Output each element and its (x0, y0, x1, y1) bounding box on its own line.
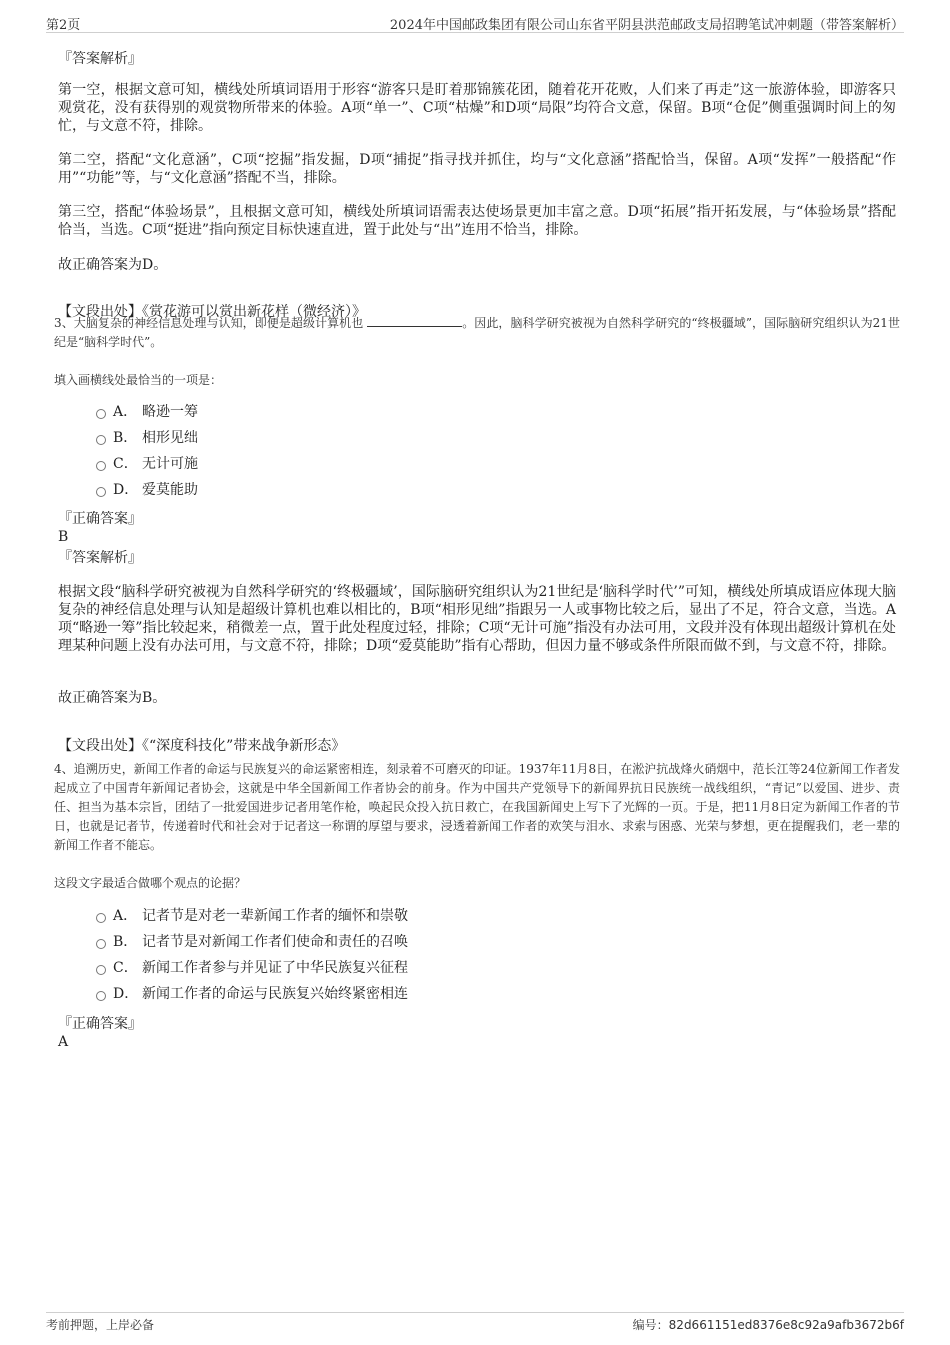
q4-option-c[interactable]: C． 新闻工作者参与并见证了中华民族复兴征程 (96, 957, 408, 979)
q4-prompt: 这段文字最适合做哪个观点的论据？ (54, 876, 247, 890)
q3-stem-after: 。因此，脑科学研究被视为自然科学研究的“终极疆域”，国际脑研究组织认为21世纪是“脑科学时代”。 (54, 316, 901, 349)
document-code-value: 82d661151ed8376e8c92a9afb3672b6f (668, 1318, 904, 1332)
q2-analysis-label: 『答案解析』 (58, 51, 142, 67)
radio-icon[interactable] (96, 435, 106, 445)
q4-answer: A (58, 1034, 69, 1050)
q3-option-d[interactable]: D． 爱莫能助 (96, 479, 198, 501)
q3-option-a[interactable]: A． 略逊一筹 (96, 401, 198, 423)
footer-slogan: 考前押题，上岸必备 (46, 1318, 155, 1332)
q3-stem-before: 3、大脑复杂的神经信息处理与认知，即便是超级计算机也 (54, 316, 364, 330)
q3-prompt: 填入画横线处最恰当的一项是： (54, 373, 223, 387)
q3-option-b[interactable]: B． 相形见绌 (96, 427, 198, 449)
page-footer (46, 1312, 904, 1335)
q3-stem (54, 314, 900, 352)
document-code-label: 编号： (632, 1318, 669, 1332)
q2-conclusion: 故正确答案为D。 (58, 257, 168, 273)
q2-source: 【文段出处】《赏花游可以赏出新花样（微经济）》 (58, 304, 366, 320)
q4-option-a[interactable]: A． 记者节是对老一辈新闻工作者的缅怀和崇敬 (96, 905, 408, 927)
q3-answer-label: 『正确答案』 (58, 511, 142, 527)
page-number: 第2页 (46, 18, 81, 33)
q3-analysis-label: 『答案解析』 (58, 550, 142, 566)
q2-analysis-para-1: 第一空，根据文意可知，横线处所填词语用于形容“游客只是盯着那锦簇花团，随着花开花败，人们来了再走”这一旅游体验，即游客只观赏花，没有获得别的观赏物所带来的体验。A项“单一”、C项“枯燥”和D项“局限”均符合文意，保留。B项“仓促”侧重强调时间上的匆忙，与文意不符，排除。 (58, 82, 896, 134)
q3-conclusion: 故正确答案为B。 (58, 690, 167, 706)
q3-source: 【文段出处】《“深度科技化”带来战争新形态》 (58, 738, 346, 754)
q2-analysis-para-2: 第二空，搭配“文化意涵”，C项“挖掘”指发掘，D项“捕捉”指寻找并抓住，均与“文化意涵”搭配恰当，保留。A项“发挥”一般搭配“作用”“功能”等，与“文化意涵”搭配不当，排除。 (58, 152, 896, 186)
radio-icon[interactable] (96, 939, 106, 949)
q4-answer-label: 『正确答案』 (58, 1016, 142, 1032)
radio-icon[interactable] (96, 965, 106, 975)
q3-answer: B (58, 529, 69, 545)
q3-analysis: 根据文段“脑科学研究被视为自然科学研究的‘终极疆域’，国际脑研究组织认为21世纪是‘脑科学时代’”可知，横线处所填成语应体现大脑复杂的神经信息处理与认知是超级计算机也难以相比的，B项“相形见绌”指跟另一人或事物比较之后，显出了不足，符合文意，当选。A项“略逊一筹”指比较起来，稍微差一点，置于此处程度过轻，排除；C项“无计可施”指没有办法可用，文段并没有体现出超级计算机在处理某种问题上没有办法可用，与文意不符，排除；D项“爱莫能助”指有心帮助，但因力量不够或条件所限而做不到，与文意不符，排除。 (58, 584, 896, 654)
document-title: 2024年中国邮政集团有限公司山东省平阴县洪范邮政支局招聘笔试冲刺题（带答案解析） (389, 18, 904, 33)
document-code (633, 1316, 904, 1333)
q2-analysis-para-3: 第三空，搭配“体验场景”，且根据文意可知，横线处所填词语需表达使场景更加丰富之意。D项“拓展”指开拓发展，与“体验场景”搭配恰当，当选。C项“挺进”指向预定目标快速直进，置于此处与“出”连用不恰当，排除。 (58, 204, 896, 238)
radio-icon[interactable] (96, 487, 106, 497)
radio-icon[interactable] (96, 461, 106, 471)
q4-option-b[interactable]: B． 记者节是对新闻工作者们使命和责任的召唤 (96, 931, 408, 953)
radio-icon[interactable] (96, 991, 106, 1001)
q3-option-c[interactable]: C． 无计可施 (96, 453, 198, 475)
page-header (46, 14, 904, 33)
radio-icon[interactable] (96, 913, 106, 923)
radio-icon[interactable] (96, 409, 106, 419)
q4-stem: 4、追溯历史，新闻工作者的命运与民族复兴的命运紧密相连，刻录着不可磨灭的印证。1937年11月8日，在淞沪抗战烽火硝烟中，范长江等24位新闻工作者发起成立了中国青年新闻记者协会，这就是中华全国新闻工作者协会的前身。作为中国共产党领导下的新闻界抗日民族统一战线组织，“青记”以爱国、进步、责任、担当为基本宗旨，团结了一批爱国进步记者用笔作枪，唤起民众投入抗日救亡，在我国新闻史上写下了光辉的一页。于是，把11月8日定为新闻工作者的节日，也就是记者节，传递着时代和社会对于记者这一称谓的厚望与要求，浸透着新闻工作者的欢笑与泪水、求索与困惑、光荣与梦想，更在提醒我们，老一辈的新闻工作者不能忘。 (54, 762, 900, 852)
q4-option-d[interactable]: D． 新闻工作者的命运与民族复兴始终紧密相连 (96, 983, 408, 1005)
q3-blank (367, 314, 462, 327)
